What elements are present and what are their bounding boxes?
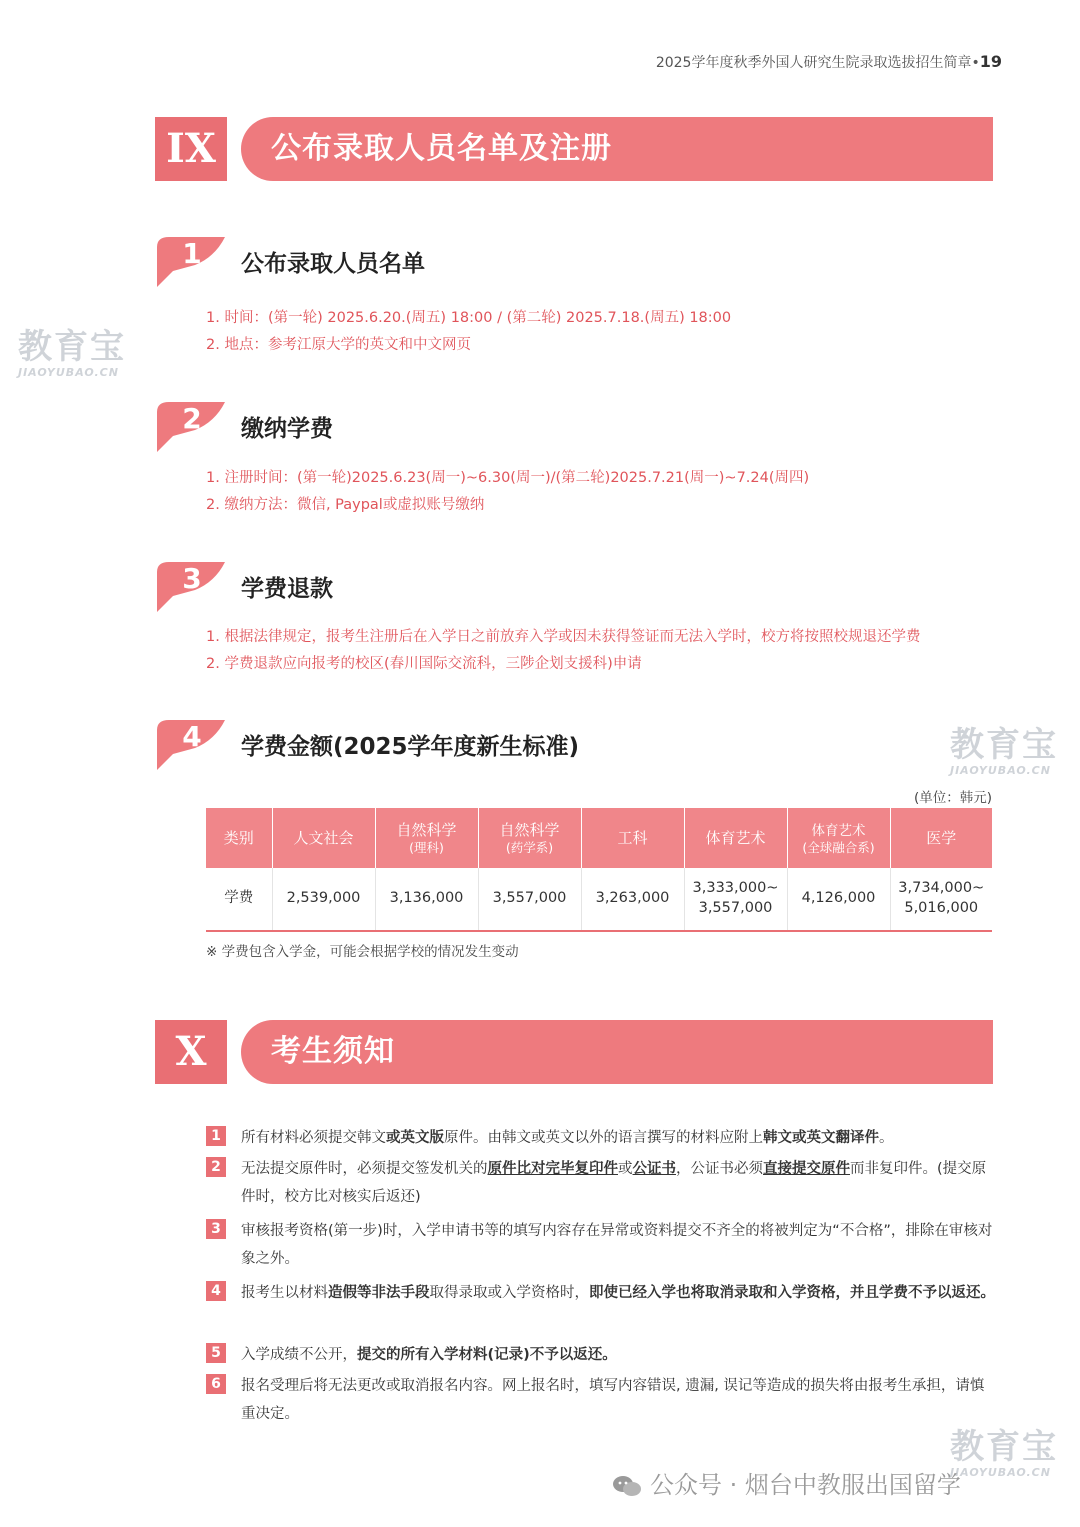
subsection-3-line-2: 2. 学费退款应向报考的校区(春川国际交流科，三陟企划支援科)申请 (206, 656, 642, 672)
fee-header-main: 自然科学 (396, 820, 457, 839)
subsection-4-heading (155, 718, 975, 772)
fee-row-label: 学费 (206, 868, 272, 931)
fee-value: 3,263,000 (595, 890, 670, 907)
list-item (206, 1155, 996, 1211)
subsection-badge-icon (155, 560, 227, 614)
item-segment: 无法提交原件时，必须提交签发机关的 (241, 1161, 488, 1177)
item-segment: 或 (618, 1161, 633, 1177)
fee-note: ※ 学费包含入学金，可能会根据学校的情况发生变动 (206, 944, 519, 960)
running-header (656, 52, 1002, 72)
list-item (206, 1341, 996, 1369)
fee-header-arts-global (787, 808, 890, 868)
item-number: 2 (206, 1157, 226, 1177)
subsection-3-number: 3 (182, 562, 202, 595)
fee-value: 4,126,000 (801, 890, 876, 907)
fee-cell (684, 868, 787, 931)
subsection-2-line-2: 2. 缴纳方法：微信, Paypal或虚拟账号缴纳 (206, 497, 485, 513)
item-emphasis: 韩文或英文翻译件 (763, 1130, 879, 1146)
footer-account (612, 1465, 961, 1500)
subsection-badge-icon (155, 400, 227, 454)
watermark-site: JIAOYUBAO.CN (18, 366, 119, 379)
fee-value: 3,557,000 (492, 890, 567, 907)
item-segment: 报考生以材料 (241, 1285, 328, 1301)
fee-cell (272, 868, 375, 931)
list-item (206, 1279, 996, 1335)
subsection-2-number: 2 (182, 402, 202, 435)
fee-header-main: 人文社会 (293, 828, 354, 847)
section-ix-roman: IX (155, 117, 227, 181)
fee-header-engineering (581, 808, 684, 868)
fee-table-header-row (206, 808, 992, 868)
page-number: 19 (979, 52, 1002, 71)
fee-cell (375, 868, 478, 931)
item-number: 4 (206, 1281, 226, 1301)
fee-header-main: 工科 (617, 828, 648, 847)
section-x-title-bar (241, 1020, 993, 1084)
section-x-title: 考生须知 (271, 1034, 395, 1069)
fee-value: 2,539,000 (286, 890, 361, 907)
item-text (241, 1155, 996, 1211)
item-segment: 审核报考资格(第一步)时，入学申请书等的填写内容存在异常或资料提交不齐全的将被判定为“不合格”，排除在审核对象之外。 (241, 1223, 993, 1267)
item-emphasis: 原件比对完毕复印件 (487, 1161, 618, 1177)
fee-cell (787, 868, 890, 931)
fee-header-sub: (理科) (409, 839, 444, 855)
section-x-banner (155, 1020, 993, 1084)
item-number: 6 (206, 1374, 226, 1394)
fee-header-humanities (272, 808, 375, 868)
fee-value: 3,333,000~ (692, 880, 779, 897)
item-emphasis: 直接提交原件 (763, 1161, 850, 1177)
subsection-3-title: 学费退款 (241, 576, 333, 602)
watermark-brand: 教育宝 (950, 1427, 1058, 1467)
subsection-1-line-2: 2. 地点：参考江原大学的英文和中文网页 (206, 337, 471, 353)
fee-header-category (206, 808, 272, 868)
item-emphasis: 或英文版 (386, 1130, 444, 1146)
watermark-brand: 教育宝 (950, 725, 1058, 765)
list-item (206, 1124, 996, 1152)
fee-header-natural-science (375, 808, 478, 868)
item-emphasis: 造假等非法手段 (328, 1285, 430, 1301)
fee-header-main: 自然科学 (499, 820, 560, 839)
subsection-4-title: 学费金额(2025学年度新生标准) (241, 734, 580, 760)
item-segment: 报名受理后将无法更改或取消报名内容。网上报名时，填写内容错误, 遗漏, 误记等造成的损失将由报考生承担，请慎重决定。 (241, 1378, 985, 1422)
watermark-left (18, 327, 126, 379)
fee-header-main: 医学 (926, 828, 957, 847)
fee-value-line2: 5,016,000 (904, 900, 979, 916)
subsection-badge-icon (155, 718, 227, 772)
fee-header-main: 类别 (223, 828, 254, 847)
item-number: 3 (206, 1219, 226, 1239)
fee-header-sub: (药学系) (505, 839, 554, 855)
item-number: 5 (206, 1343, 226, 1363)
watermark-brand: 教育宝 (18, 327, 126, 367)
item-text (241, 1372, 996, 1428)
fee-value: 3,734,000~ (898, 880, 985, 897)
fee-header-pharmacy (478, 808, 581, 868)
subsection-2-title: 缴纳学费 (241, 416, 333, 442)
subsection-2-heading (155, 400, 975, 454)
subsection-1-line-1: 1. 时间：(第一轮) 2025.6.20.(周五) 18:00 / (第二轮) 2025.7.18.(周五) 18:00 (206, 310, 732, 326)
item-segment: ，公证书必须 (676, 1161, 763, 1177)
subsection-2-line-1: 1. 注册时间：(第一轮)2025.6.23(周一)~6.30(周一)/(第二轮)2025.7.21(周一)~7.24(周四) (206, 470, 810, 486)
item-emphasis: 提交的所有入学材料(记录)不予以返还。 (357, 1347, 617, 1363)
fee-unit-label: (单位：韩元) (913, 790, 992, 806)
fee-table (206, 808, 992, 932)
running-header-bullet: • (971, 55, 980, 71)
section-ix-title-bar (241, 117, 993, 181)
item-segment: 入学成绩不公开， (241, 1347, 357, 1363)
fee-cell (581, 868, 684, 931)
section-x-roman: X (155, 1020, 227, 1084)
fee-header-medicine (890, 808, 992, 868)
item-number: 1 (206, 1126, 226, 1146)
subsection-1-number: 1 (182, 237, 202, 270)
fee-value: 3,136,000 (389, 890, 464, 907)
fee-header-main: 体育艺术 (705, 828, 766, 847)
fee-header-main: 体育艺术 (811, 822, 866, 839)
footer-text: 公众号 · 烟台中教服出国留学 (650, 1471, 961, 1499)
item-text (241, 1124, 996, 1152)
item-segment: 原件。由韩文或英文以外的语言撰写的材料应附上 (444, 1130, 763, 1146)
subsection-1-title: 公布录取人员名单 (241, 251, 425, 277)
list-item (206, 1372, 996, 1428)
wechat-icon (612, 1474, 642, 1498)
subsection-1-heading (155, 235, 975, 289)
item-segment: 。 (879, 1130, 894, 1146)
table-row (206, 868, 992, 931)
watermark-right (950, 725, 1058, 777)
item-text (241, 1217, 996, 1273)
subsection-badge-icon (155, 235, 227, 289)
item-segment: 而非复印件。(提交原件时，校方比对核实后返还) (241, 1161, 987, 1205)
fee-cell (890, 868, 992, 931)
fee-cell (478, 868, 581, 931)
section-ix-banner (155, 117, 993, 181)
item-text (241, 1279, 996, 1307)
subsection-4-number: 4 (182, 720, 202, 753)
item-segment: 所有材料必须提交韩文 (241, 1130, 386, 1146)
watermark-bottom (950, 1427, 1058, 1479)
fee-header-arts-sports (684, 808, 787, 868)
watermark-site: JIAOYUBAO.CN (950, 1466, 1051, 1479)
item-segment: 取得录取或入学资格时， (429, 1285, 589, 1301)
subsection-3-line-1: 1. 根据法律规定，报考生注册后在入学日之前放弃入学或因未获得签证而无法入学时，校方将按照校规退还学费 (206, 629, 921, 645)
item-emphasis: 公证书 (632, 1161, 676, 1177)
item-emphasis: 即使已经入学也将取消录取和入学资格，并且学费不予以返还。 (589, 1285, 995, 1301)
subsection-3-heading (155, 560, 975, 614)
running-header-text: 2025学年度秋季外国人研究生院录取选拔招生简章 (655, 55, 972, 71)
fee-value-line2: 3,557,000 (698, 900, 773, 916)
list-item (206, 1217, 996, 1273)
fee-header-sub: (全球融合系) (802, 839, 875, 855)
section-ix-title: 公布录取人员名单及注册 (271, 131, 612, 166)
item-text (241, 1341, 996, 1369)
watermark-site: JIAOYUBAO.CN (950, 764, 1051, 777)
